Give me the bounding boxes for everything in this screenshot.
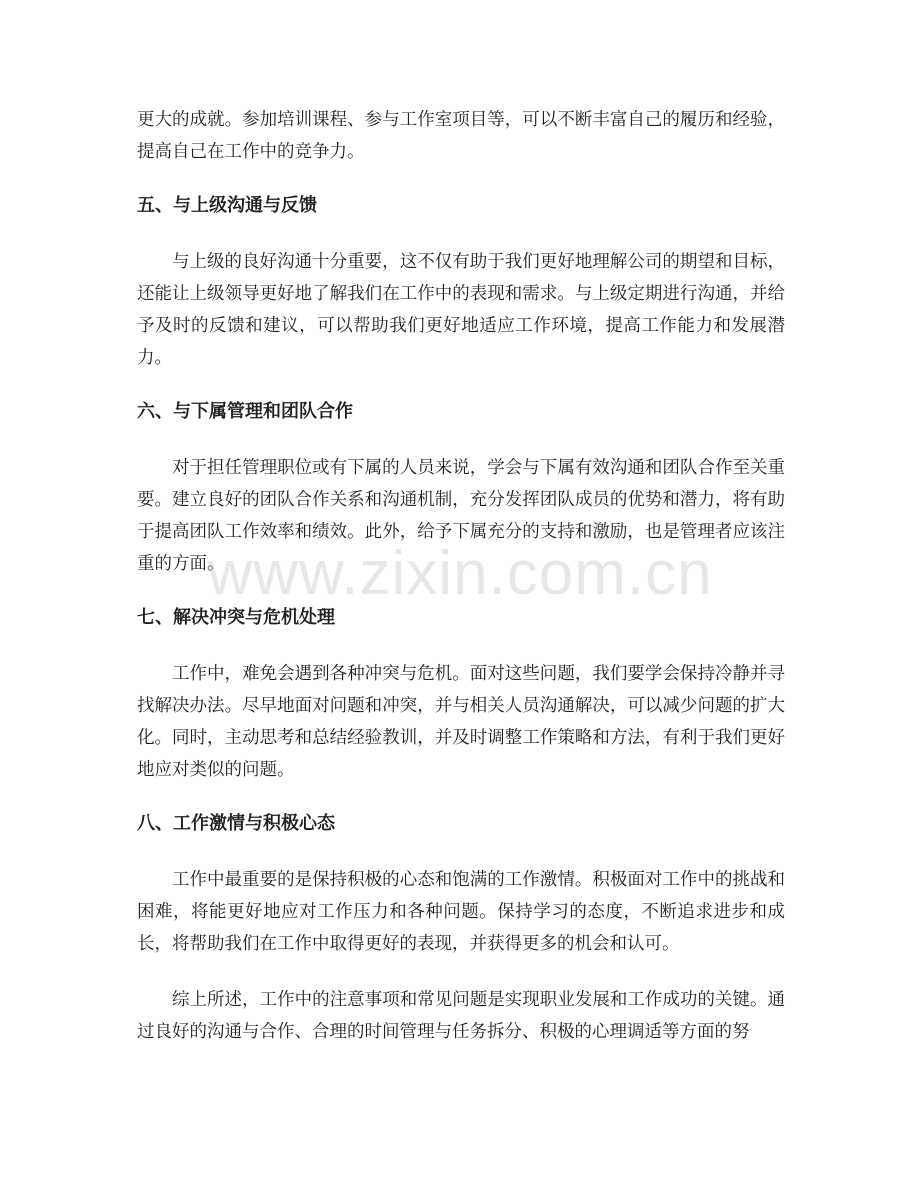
section-heading-5: 五、与上级沟通与反馈: [137, 195, 317, 216]
intro-paragraph: 更大的成就。参加培训课程、参与工作室项目等，可以不断丰富自己的履历和经验，提高自己在工作中的竞争力。: [137, 110, 785, 162]
document-content: [137, 104, 785, 1048]
section-heading-7: 七、解决冲突与危机处理: [137, 607, 335, 628]
watermark: www.zixin.com.cn: [207, 539, 713, 608]
section-5-paragraph: 与上级的良好沟通十分重要，这不仅有助于我们更好地理解公司的期望和目标，还能让上级领导更好地了解我们在工作中的表现和需求。与上级定期进行沟通，并给予及时的反馈和建议，可以帮助我们更好地适应工作环境，提高工作能力和发展潜力。: [137, 252, 785, 368]
section-heading-8: 八、工作激情与积极心态: [137, 813, 335, 834]
section-heading-6: 六、与下属管理和团队合作: [137, 401, 353, 422]
section-6-paragraph: 对于担任管理职位或有下属的人员来说，学会与下属有效沟通和团队合作至关重要。建立良好的团队合作关系和沟通机制，充分发挥团队成员的优势和潜力，将有助于提高团队工作效率和绩效。此外，给予下属充分的支持和激励，也是管理者应该注重的方面。: [137, 458, 785, 574]
section-8-paragraph: 工作中最重要的是保持积极的心态和饱满的工作激情。积极面对工作中的挑战和困难，将能更好地应对工作压力和各种问题。保持学习的态度，不断追求进步和成长，将帮助我们在工作中取得更好的表现，并获得更多的机会和认可。: [137, 870, 785, 954]
section-7-paragraph: 工作中，难免会遇到各种冲突与危机。面对这些问题，我们要学会保持冷静并寻找解决办法。尽早地面对问题和冲突，并与相关人员沟通解决，可以减少问题的扩大化。同时，主动思考和总结经验教训，并及时调整工作策略和方法，有利于我们更好地应对类似的问题。: [137, 664, 785, 780]
conclusion-paragraph: 综上所述，工作中的注意事项和常见问题是实现职业发展和工作成功的关键。通过良好的沟通与合作、合理的时间管理与任务拆分、积极的心理调适等方面的努: [137, 990, 785, 1042]
